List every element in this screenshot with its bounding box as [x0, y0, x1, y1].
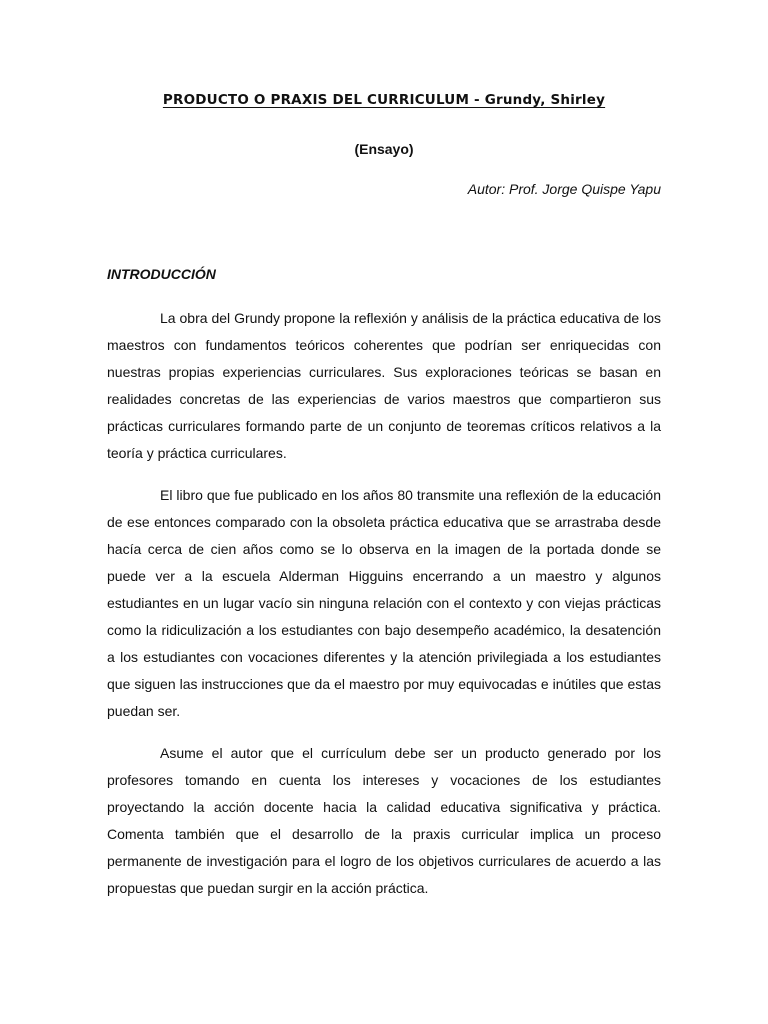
- paragraph-1: La obra del Grundy propone la reflexión y análisis de la práctica educativa de los maestros con fundamentos teóricos coherentes que podrían ser enriquecidas con nuestras propias experiencias curriculares. Sus exploraciones teóricas se basan en realidades concretas de las experiencias de varios maestros que compartieron sus prácticas curriculares formando parte de un conjunto de teoremas críticos relativos a la teoría y práctica curriculares.: [107, 310, 661, 461]
- section-heading: INTRODUCCIÓN: [107, 266, 216, 282]
- document-subtitle: (Ensayo): [354, 141, 414, 157]
- body-text: [107, 305, 661, 917]
- paragraph-2: El libro que fue publicado en los años 80 transmite una reflexión de la educación de ese entonces comparado con la obsoleta práctica educativa que se arrastraba desde hacía cerca de cien años como se lo observa en la imagen de la portada donde se puede ver a la escuela Alderman Higguins encerrando a un maestro y algunos estudiantes en un lugar vacío sin ninguna relación con el contexto y con viejas prácticas como la ridiculización a los estudiantes con bajo desempeño académico, la desatención a los estudiantes con vocaciones diferentes y la atención privilegiada a los estudiantes que siguen las instrucciones que da el maestro por muy equivocadas e inútiles que estas puedan ser.: [107, 487, 661, 719]
- document-title-text: PRODUCTO O PRAXIS DEL CURRICULUM - Grundy, Shirley: [162, 92, 606, 108]
- document-title: [107, 92, 661, 108]
- paragraph-3: Asume el autor que el currículum debe ser un producto generado por los profesores tomando en cuenta los intereses y vocaciones de los estudiantes proyectando la acción docente hacia la calidad educativa significativa y práctica. Comenta también que el desarrollo de la praxis curricular implica un proceso permanente de investigación para el logro de los objetivos curriculares de acuerdo a las propuestas que puedan surgir en la acción práctica.: [107, 745, 661, 896]
- document-author: Autor: Prof. Jorge Quispe Yapu: [467, 181, 661, 197]
